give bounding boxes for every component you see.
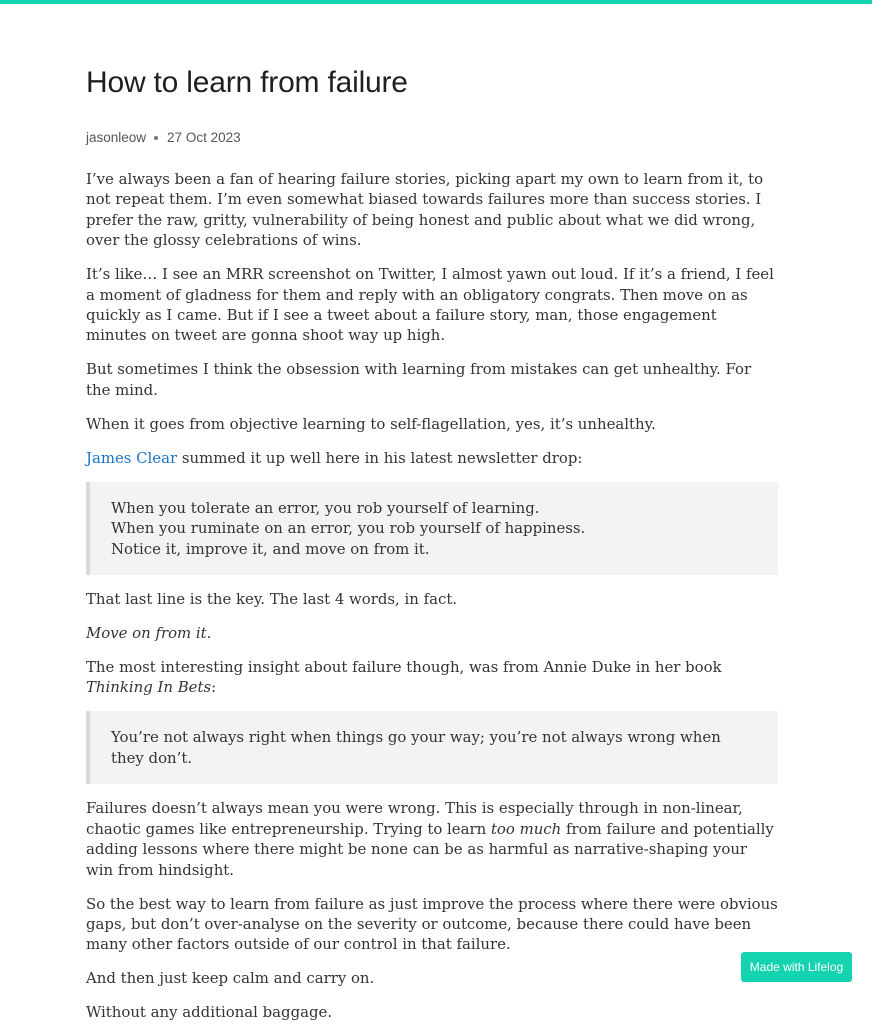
paragraph: When it goes from objective learning to self-flagellation, yes, it’s unhealthy. <box>86 414 656 433</box>
blockquote-james-clear <box>86 482 778 575</box>
paragraph: Without any additional baggage. <box>86 1003 333 1022</box>
paragraph: So the best way to learn from failure as just improve the process where there were obvious gaps, but don’t over-analyse on the severity or outcome, because there could have been many other factors outside of our control in that failure. <box>86 894 778 954</box>
paragraph: I’ve always been a fan of hearing failure stories, picking apart my own to learn from it, to not repeat them. I’m even somewhat biased towards failures more than success stories. I prefer the raw, gritty, vulnerability of being honest and public about what we did wrong, over the glossy celebrations of wins. <box>86 170 764 250</box>
article-body <box>86 169 778 1023</box>
paragraph: But sometimes I think the obsession with learning from mistakes can get unhealthy. For the mind. <box>86 360 752 399</box>
paragraph-text: The most interesting insight about failure though, was from Annie Duke in her book <box>86 658 722 677</box>
post-date: 27 Oct 2023 <box>167 130 241 145</box>
author-name[interactable]: jasonleow <box>86 130 147 145</box>
italic-text: Move on from it. <box>86 624 212 643</box>
post-meta <box>86 129 778 147</box>
paragraph-italic <box>86 623 778 643</box>
accent-top-bar <box>0 0 872 4</box>
emphasis-text: too much <box>490 819 562 838</box>
paragraph: And then just keep calm and carry on. <box>86 969 375 988</box>
page-title: How to learn from failure <box>86 66 408 99</box>
paragraph-text: summed it up well here in his latest newsletter drop: <box>177 448 583 467</box>
james-clear-link[interactable]: James Clear <box>86 448 178 467</box>
paragraph: It’s like… I see an MRR screenshot on Twitter, I almost yawn out loud. If it’s a friend, I feel a moment of gladness for them and reply with an obligatory congrats. Then move on as quickly as I came. But if I see a tweet about a failure story, man, those engagement minutes on tweet are gonna shoot way up high. <box>86 265 774 345</box>
quote-line: Notice it, improve it, and move on from it. <box>111 539 430 558</box>
quote-line: When you ruminate on an error, you rob yourself of happiness. <box>111 519 586 538</box>
paragraph: That last line is the key. The last 4 words, in fact. <box>86 590 458 609</box>
article <box>86 60 778 1036</box>
paragraph <box>86 798 778 880</box>
book-title: Thinking In Bets <box>86 678 212 697</box>
paragraph <box>86 657 778 698</box>
blockquote-annie-duke <box>86 711 778 784</box>
paragraph-text: Failures doesn’t always mean you were wrong. This is especially through in non-linear, chaotic games like entrepreneurship. Trying to learn <box>86 799 743 838</box>
made-with-lifelog-button[interactable]: Made with Lifelog <box>741 952 852 982</box>
quote-line: You’re not always right when things go your way; you’re not always wrong when they don’t. <box>111 728 721 767</box>
separator-dot-icon <box>154 136 158 140</box>
paragraph-text: from failure and potentially adding lessons where there might be none can be as harmful as narrative-shaping your win from hindsight. <box>86 819 774 879</box>
quote-line: When you tolerate an error, you rob yourself of learning. <box>111 498 540 517</box>
paragraph-text: : <box>211 678 217 697</box>
paragraph <box>86 448 778 468</box>
